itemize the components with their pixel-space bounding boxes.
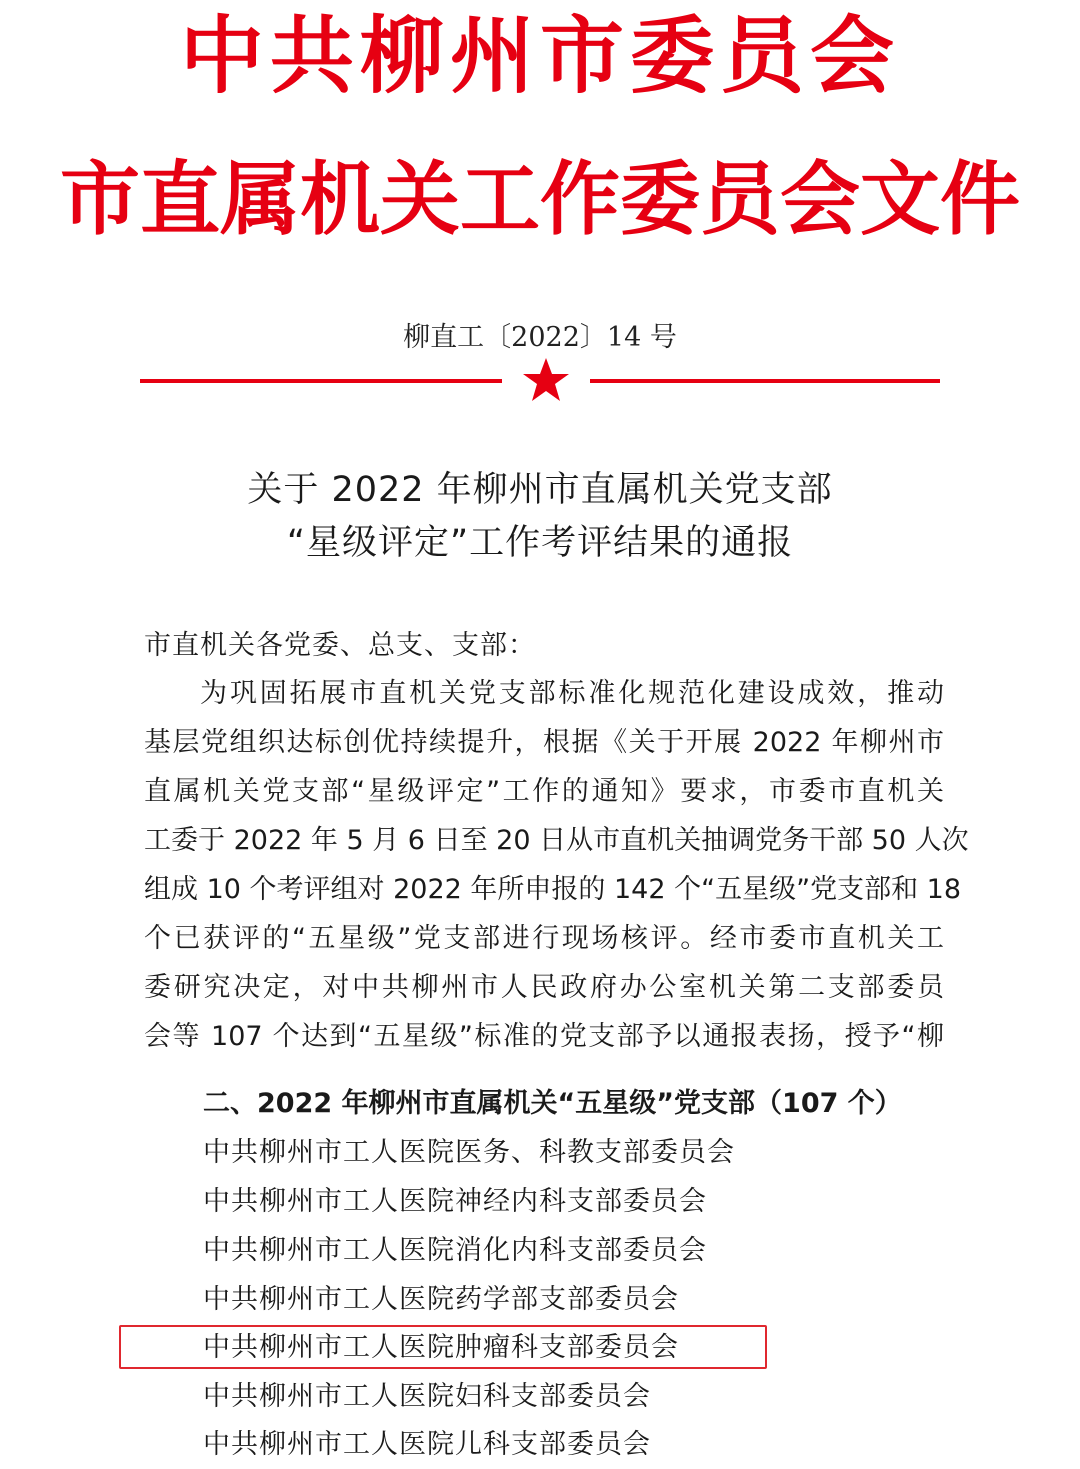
body-paragraph-line: 会等 107 个达到“五星级”标准的党支部予以通报表扬，授予“柳 — [144, 1021, 944, 1052]
notice-title-line1: 关于 2022 年柳州市直属机关党支部 — [247, 470, 833, 510]
list-item: 中共柳州市工人医院消化内科支部委员会 — [203, 1235, 707, 1266]
body-paragraph-line: 基层党组织达标创优持续提升，根据《关于开展 2022 年柳州市 — [144, 727, 944, 758]
list-item: 中共柳州市工人医院医务、科教支部委员会 — [203, 1137, 735, 1168]
salutation: 市直机关各党委、总支、支部： — [144, 630, 536, 661]
body-paragraph-line: 委研究决定，对中共柳州市人民政府办公室机关第二支部委员 — [144, 972, 944, 1003]
list-item: 中共柳州市工人医院神经内科支部委员会 — [203, 1186, 707, 1217]
body-paragraph-line: 直属机关党支部“星级评定”工作的通知》要求，市委市直机关 — [144, 776, 944, 807]
red-divider-right — [590, 379, 940, 383]
notice-title-line2: “星级评定”工作考评结果的通报 — [286, 523, 794, 563]
list-item: 中共柳州市工人医院药学部支部委员会 — [203, 1284, 679, 1315]
red-star-icon — [520, 354, 572, 406]
document-number: 柳直工〔2022〕14 号 — [403, 322, 677, 353]
list-item: 中共柳州市工人医院妇科支部委员会 — [203, 1381, 651, 1412]
list-section-heading: 二、2022 年柳州市直属机关“五星级”党支部（107 个） — [203, 1088, 902, 1119]
body-paragraph-line: 个已获评的“五星级”党支部进行现场核评。经市委市直机关工 — [144, 923, 944, 954]
red-divider-left — [140, 379, 502, 383]
body-paragraph-line: 工委于 2022 年 5 月 6 日至 20 日从市直机关抽调党务干部 50 人次 — [144, 825, 969, 856]
list-item-highlighted: 中共柳州市工人医院肿瘤科支部委员会 — [203, 1332, 679, 1363]
issuing-org-line1: 中共柳州市委员会 — [179, 7, 900, 105]
issuing-org-line2: 市直属机关工作委员会文件 — [60, 153, 1020, 246]
body-paragraph-line: 组成 10 个考评组对 2022 年所申报的 142 个“五星级”党支部和 18 — [144, 874, 962, 905]
list-item: 中共柳州市工人医院儿科支部委员会 — [203, 1429, 651, 1460]
body-paragraph-line: 为巩固拓展市直机关党支部标准化规范化建设成效，推动 — [200, 678, 944, 709]
